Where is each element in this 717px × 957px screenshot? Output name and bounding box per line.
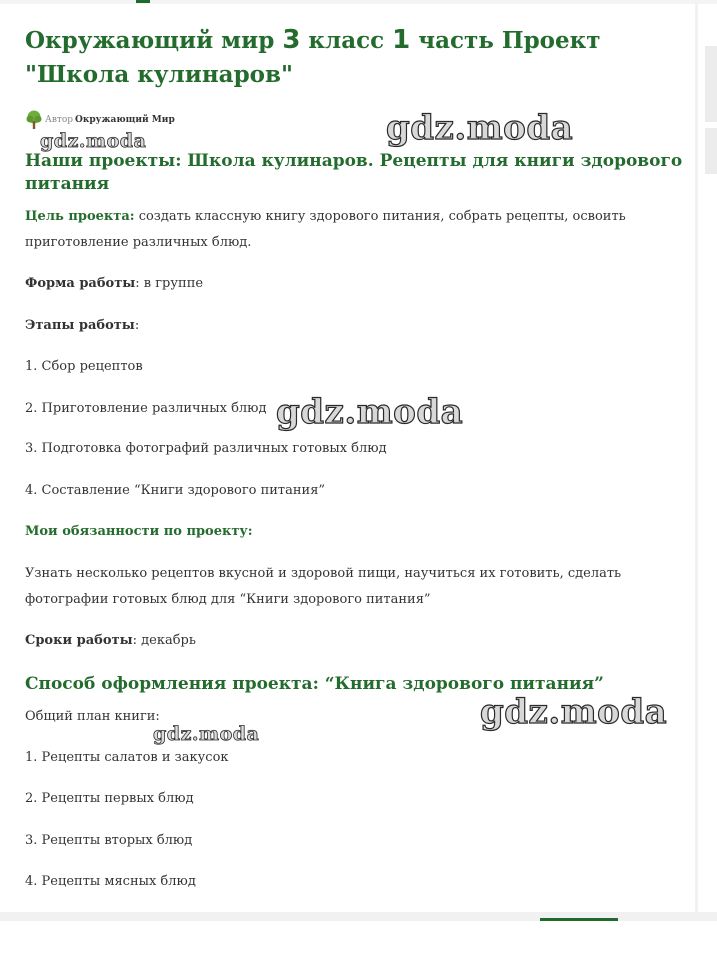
author-prefix: Автор <box>45 115 74 125</box>
stage-item: 3. Подготовка фотографий различных готовых блюд <box>25 441 387 456</box>
plan-item: 2. Рецепты первых блюд <box>25 791 194 806</box>
project-goal-label: Цель проекта: <box>25 209 135 224</box>
watermark: gdz.moda <box>386 108 574 148</box>
project-goal-text: создать классную книгу здорового питания, собрать рецепты, освоить приготовление различных блюд. <box>25 209 626 250</box>
bottom-bar-accent <box>540 918 618 921</box>
section-heading-design: Способ оформления проекта: “Книга здорового питания” <box>25 674 604 694</box>
book-plan-label: Общий план книги: <box>25 709 160 724</box>
stage-item: 4. Составление “Книги здорового питания” <box>25 483 326 498</box>
author-line <box>25 109 175 131</box>
stage-item: 2. Приготовление различных блюд <box>25 401 267 416</box>
work-form-text: : в группе <box>135 276 204 291</box>
plan-item: 4. Рецепты мясных блюд <box>25 874 196 889</box>
page-title: Окружающий мир 3 класс 1 часть Проект "Школа кулинаров" <box>25 25 601 88</box>
project-goal <box>25 204 695 256</box>
work-terms-label: Сроки работы <box>25 633 133 648</box>
watermark: gdz.moda <box>40 130 147 152</box>
author-link[interactable]: Окружающий Мир <box>75 115 175 125</box>
plan-item: 1. Рецепты салатов и закусок <box>25 750 229 765</box>
duties-text: Узнать несколько рецептов вкусной и здоровой пищи, научиться их готовить, сделать фотографии готовых блюд для “Книги здорового питания” <box>25 566 622 607</box>
work-form <box>25 271 695 297</box>
watermark: gdz.moda <box>480 692 668 732</box>
watermark: gdz.moda <box>276 392 464 432</box>
top-strip <box>0 0 717 4</box>
work-form-label: Форма работы <box>25 276 136 291</box>
duties-label: Мои обязанности по проекту: <box>25 524 253 539</box>
bottom-bar <box>0 912 717 921</box>
work-terms-text: : декабрь <box>132 633 196 648</box>
section-heading-recipes: Наши проекты: Школа кулинаров. Рецепты для книги здорового питания <box>25 151 683 194</box>
sidebar-block <box>705 46 717 122</box>
tree-icon <box>25 110 43 130</box>
stage-item: 1. Сбор рецептов <box>25 359 143 374</box>
work-terms <box>25 628 695 654</box>
sidebar-divider <box>695 0 698 912</box>
top-strip-accent <box>136 0 150 3</box>
watermark: gdz.moda <box>153 723 260 745</box>
plan-item: 3. Рецепты вторых блюд <box>25 833 193 848</box>
work-stages-label: Этапы работы: <box>25 318 140 333</box>
sidebar-block <box>705 128 717 174</box>
